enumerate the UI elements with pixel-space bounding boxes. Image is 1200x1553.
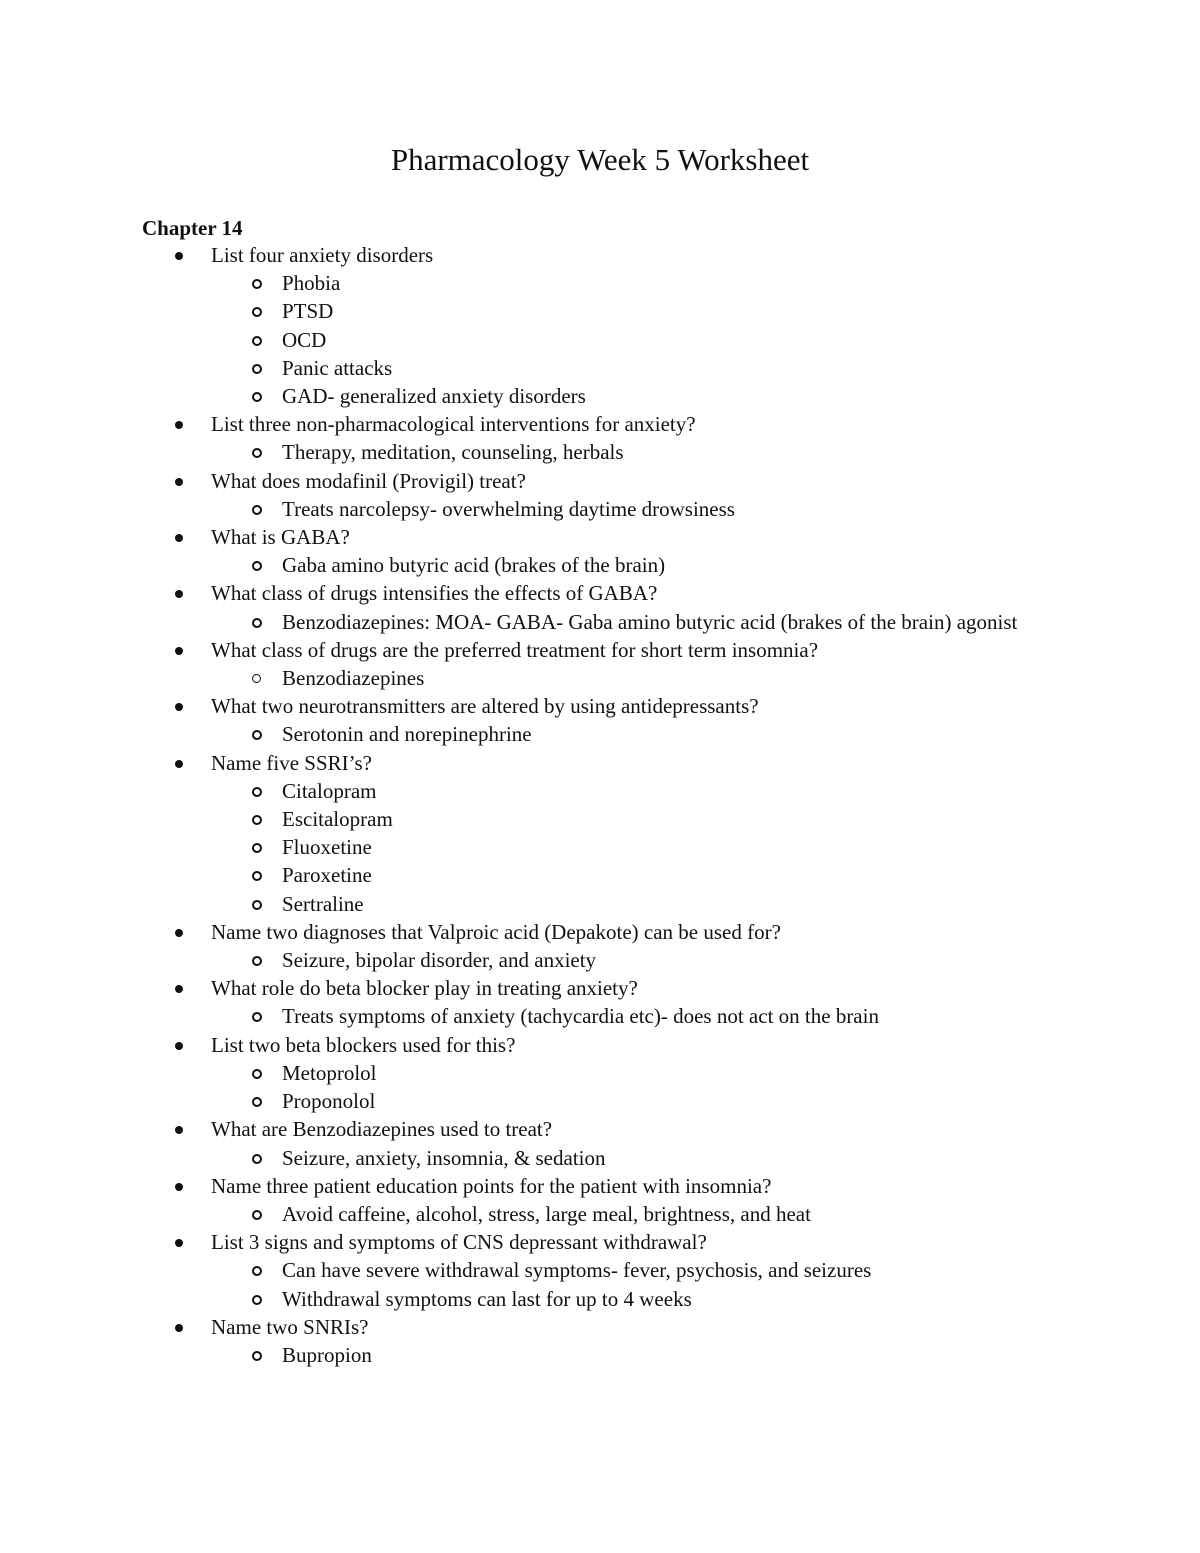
answer-item xyxy=(211,805,1200,833)
bullet-dot-icon xyxy=(175,1239,183,1247)
question-item xyxy=(0,579,1200,635)
answer-item xyxy=(211,382,1200,410)
question-item xyxy=(0,1172,1200,1228)
question-text: What class of drugs intensifies the effects of GABA? xyxy=(211,581,658,606)
answer-item xyxy=(211,354,1200,382)
bullet-dot-icon xyxy=(175,929,183,937)
answer-item xyxy=(211,1341,1200,1369)
page-title: Pharmacology Week 5 Worksheet xyxy=(390,142,810,177)
circle-bullet-icon xyxy=(252,730,262,740)
answer-list xyxy=(211,1341,1200,1369)
circle-bullet-icon xyxy=(252,1012,262,1022)
question-text: Name two SNRIs? xyxy=(211,1314,369,1339)
answer-text: Serotonin and norepinephrine xyxy=(282,722,532,747)
answer-item xyxy=(211,720,1200,748)
answer-list xyxy=(211,1256,1200,1312)
circle-bullet-icon xyxy=(252,505,262,515)
answer-text: Escitalopram xyxy=(282,807,393,832)
answer-list xyxy=(211,495,1200,523)
answer-item xyxy=(211,664,1200,692)
question-text: What are Benzodiazepines used to treat? xyxy=(211,1117,553,1142)
question-item xyxy=(0,467,1200,523)
answer-text: Seizure, anxiety, insomnia, & sedation xyxy=(282,1145,606,1170)
answer-text: Benzodiazepines xyxy=(282,666,425,691)
answer-item xyxy=(211,608,1200,636)
question-text: What two neurotransmitters are altered by using antidepressants? xyxy=(211,694,759,719)
question-text: What role do beta blocker play in treating anxiety? xyxy=(211,976,638,1001)
answer-text: Avoid caffeine, alcohol, stress, large meal, brightness, and heat xyxy=(282,1201,811,1226)
answer-item xyxy=(211,1144,1200,1172)
answer-item xyxy=(211,1002,1200,1030)
question-item xyxy=(0,241,1200,410)
question-item xyxy=(0,636,1200,692)
question-item xyxy=(0,1115,1200,1171)
circle-bullet-icon xyxy=(252,1154,262,1164)
answer-text: Phobia xyxy=(282,271,341,296)
answer-item xyxy=(211,833,1200,861)
bullet-dot-icon xyxy=(175,1183,183,1191)
bullet-dot-icon xyxy=(175,985,183,993)
question-text: Name two diagnoses that Valproic acid (Depakote) can be used for? xyxy=(211,919,781,944)
answer-text: Therapy, meditation, counseling, herbals xyxy=(282,440,624,465)
question-text: What class of drugs are the preferred treatment for short term insomnia? xyxy=(211,637,819,662)
answer-item xyxy=(211,1200,1200,1228)
answer-list xyxy=(211,438,1200,466)
question-item xyxy=(0,974,1200,1030)
answer-list xyxy=(211,551,1200,579)
circle-bullet-icon xyxy=(252,1295,262,1305)
question-text: What is GABA? xyxy=(211,525,350,550)
bullet-dot-icon xyxy=(175,647,183,655)
answer-text: Benzodiazepines: MOA- GABA- Gaba amino butyric acid (brakes of the brain) agonist xyxy=(282,609,1018,634)
answer-text: Sertraline xyxy=(282,891,364,916)
bullet-dot-icon xyxy=(175,1042,183,1050)
question-item xyxy=(0,1228,1200,1313)
answer-text: PTSD xyxy=(282,299,334,324)
circle-bullet-icon xyxy=(252,336,262,346)
answer-list xyxy=(211,946,1200,974)
answer-text: OCD xyxy=(282,327,327,352)
circle-bullet-icon xyxy=(252,561,262,571)
answer-text: Fluoxetine xyxy=(282,835,372,860)
circle-bullet-icon xyxy=(252,871,262,881)
circle-bullet-icon xyxy=(252,1210,262,1220)
answer-item xyxy=(211,1059,1200,1087)
answer-list xyxy=(211,1200,1200,1228)
circle-bullet-icon xyxy=(252,900,262,910)
bullet-dot-icon xyxy=(175,534,183,542)
answer-item xyxy=(211,861,1200,889)
question-item xyxy=(0,1313,1200,1369)
answer-item xyxy=(211,1087,1200,1115)
answer-item xyxy=(211,551,1200,579)
circle-bullet-icon xyxy=(252,279,262,289)
answer-item xyxy=(211,297,1200,325)
question-text: List three non-pharmacological interventions for anxiety? xyxy=(211,412,696,437)
bullet-dot-icon xyxy=(175,1324,183,1332)
circle-bullet-icon xyxy=(252,956,262,966)
question-list xyxy=(0,241,1200,1369)
question-item xyxy=(0,918,1200,974)
circle-bullet-icon xyxy=(252,1069,262,1079)
question-text: List four anxiety disorders xyxy=(211,243,434,267)
answer-list xyxy=(211,1059,1200,1115)
circle-bullet-icon xyxy=(252,392,262,402)
question-text: What does modafinil (Provigil) treat? xyxy=(211,468,526,493)
bullet-dot-icon xyxy=(175,252,183,260)
question-item xyxy=(0,523,1200,579)
answer-text: Gaba amino butyric acid (brakes of the brain) xyxy=(282,553,666,578)
answer-item xyxy=(211,1256,1200,1284)
answer-list xyxy=(211,608,1200,636)
answer-text: Metoprolol xyxy=(282,1060,377,1085)
circle-bullet-icon xyxy=(252,674,261,683)
answer-list xyxy=(211,777,1200,918)
answer-text: Seizure, bipolar disorder, and anxiety xyxy=(282,948,597,973)
bullet-dot-icon xyxy=(175,1126,183,1134)
answer-list xyxy=(211,720,1200,748)
circle-bullet-icon xyxy=(252,787,262,797)
question-text: Name three patient education points for the patient with insomnia? xyxy=(211,1173,772,1198)
question-text: Name five SSRI’s? xyxy=(211,750,372,775)
answer-text: Panic attacks xyxy=(282,355,393,380)
answer-list xyxy=(211,1002,1200,1030)
question-item xyxy=(0,749,1200,918)
answer-text: Proponolol xyxy=(282,1089,376,1114)
answer-text: Citalopram xyxy=(282,778,377,803)
question-text: List 3 signs and symptoms of CNS depressant withdrawal? xyxy=(211,1230,707,1255)
circle-bullet-icon xyxy=(252,364,262,374)
answer-item xyxy=(211,890,1200,918)
circle-bullet-icon xyxy=(252,307,262,317)
question-item xyxy=(0,1031,1200,1116)
answer-text: GAD- generalized anxiety disorders xyxy=(282,384,586,409)
answer-item xyxy=(211,946,1200,974)
circle-bullet-icon xyxy=(252,843,262,853)
answer-text: Treats symptoms of anxiety (tachycardia etc)- does not act on the brain xyxy=(282,1004,879,1029)
answer-item xyxy=(211,269,1200,297)
circle-bullet-icon xyxy=(252,1351,262,1361)
answer-item xyxy=(211,326,1200,354)
circle-bullet-icon xyxy=(252,1097,262,1107)
circle-bullet-icon xyxy=(252,815,262,825)
question-text: List two beta blockers used for this? xyxy=(211,1032,516,1057)
answer-item xyxy=(211,495,1200,523)
answer-text: Withdrawal symptoms can last for up to 4 weeks xyxy=(282,1286,692,1311)
answer-text: Can have severe withdrawal symptoms- fever, psychosis, and seizures xyxy=(282,1258,872,1283)
answer-item xyxy=(211,438,1200,466)
answer-text: Treats narcolepsy- overwhelming daytime drowsiness xyxy=(282,496,735,521)
bullet-dot-icon xyxy=(175,421,183,429)
answer-list xyxy=(211,664,1200,692)
question-item xyxy=(0,410,1200,466)
circle-bullet-icon xyxy=(252,1266,262,1276)
answer-list xyxy=(211,269,1200,410)
answer-item xyxy=(211,1285,1200,1313)
answer-text: Paroxetine xyxy=(282,863,372,888)
answer-list xyxy=(211,1144,1200,1172)
circle-bullet-icon xyxy=(252,448,262,458)
bullet-dot-icon xyxy=(175,703,183,711)
bullet-dot-icon xyxy=(175,478,183,486)
answer-text: Bupropion xyxy=(282,1342,372,1367)
chapter-heading: Chapter 14 xyxy=(142,216,243,240)
bullet-dot-icon xyxy=(175,590,183,598)
bullet-dot-icon xyxy=(175,760,183,768)
question-item xyxy=(0,692,1200,748)
answer-item xyxy=(211,777,1200,805)
circle-bullet-icon xyxy=(252,618,262,628)
